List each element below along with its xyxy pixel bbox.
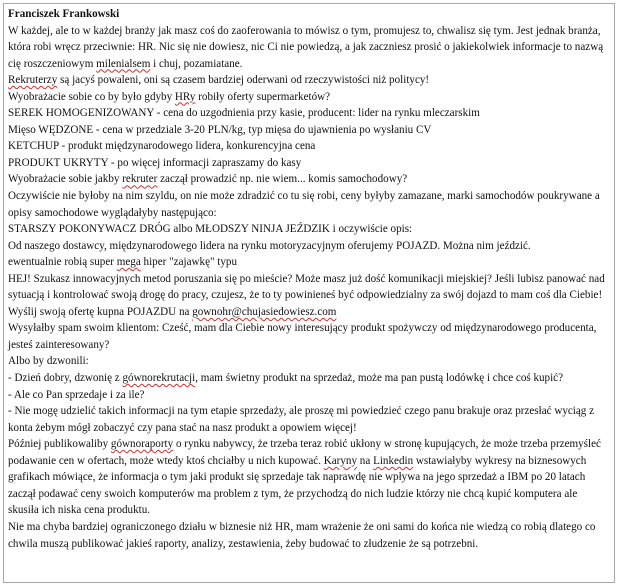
paragraph-p4 [8, 105, 608, 122]
text-run: Wyobrażacie sobie jakby [8, 173, 123, 186]
paragraph-p13 [8, 271, 608, 321]
text-run: Wyobrażacie sobie co by było gdyby [8, 90, 175, 103]
text-run: SEREK HOMOGENIZOWANY - cena do uzgodnienia przy kasie, producent: lider na rynku mleczarskim [8, 107, 480, 120]
paragraph-p10 [8, 221, 608, 238]
misspelled-word: Karyny [323, 454, 358, 467]
paragraph-p3 [8, 89, 608, 106]
document-body[interactable] [8, 6, 608, 552]
misspelled-word: Linkedin [373, 454, 414, 467]
text-run: Od naszego dostawcy, międzynarodowego lidera na rynku motoryzacyjnym oferujemy POJAZD. Można nim jeździć. [8, 239, 531, 252]
paragraph-p18 [8, 403, 608, 436]
paragraph-p9 [8, 188, 608, 221]
text-run: o rynku nabywcy, że trzeba teraz robić ukłony w stronę kupujących, że może trzeba przemyśleć podawanie cen w ofertach, może wtedy ktoś chciałby u nich kupować. [8, 438, 601, 467]
paragraph-p20 [8, 519, 608, 552]
misspelled-word: gównoraporty [110, 438, 174, 451]
paragraph-p8 [8, 171, 608, 188]
paragraph-p19 [8, 436, 608, 519]
paragraph-p17 [8, 387, 608, 404]
text-run: Nie ma chyba bardziej ograniczonego działu w biznesie niż HR, mam wrażenie że oni sami do końca nie wiedzą co robią dlatego co chwila muszą publikować jakieś raporty, analizy, zestawienia, żeby budować to złudzenie że są potrzebni. [8, 520, 596, 550]
misspelled-word: gownohr@chujasiedowiesz.com [192, 305, 337, 318]
paragraph-p15 [8, 353, 608, 370]
text-run: zaczął prowadzić np. nie wiem... komis samochodowy? [157, 173, 408, 186]
author-name: Franciszek Frankowski [8, 8, 120, 20]
paragraph-p12 [8, 254, 608, 271]
paragraph-p14 [8, 320, 608, 353]
misspelled-word: rekruter [122, 173, 158, 186]
text-run: robiły oferty supermarketów? [195, 90, 331, 103]
misspelled-word: HRy [174, 90, 196, 103]
misspelled-word: mega [116, 256, 141, 269]
text-run: Albo by dzwonili: [8, 355, 89, 368]
text-run: Oczywiście nie byłoby na nim szyldu, on nie może zdradzić co tu się robi, ceny byłyby zamazane, marki samochodów poukrywane a opisy samochodowe wyglądałyby następująco: [8, 190, 600, 219]
text-run: są jacyś powaleni, oni są czasem bardziej oderwani od rzeczywistości niż politycy! [57, 74, 430, 87]
misspelled-word: gównorekrutacji [122, 372, 196, 385]
misspelled-word: Rekruterzy [8, 74, 58, 87]
text-run: - Dzień dobry, dzwonię z [8, 372, 123, 385]
paragraph-p11 [8, 238, 608, 255]
text-run: - Nie mogę udzielić takich informacji na tym etapie sprzedaży, ale proszę mi powiedzieć czego panu brakuje oraz przesłać wyciąg z konta żebym mógł zobaczyć czy pana stać na nasz produkt a opowiem więcej! [8, 405, 595, 434]
text-run: wstawiałyby wykresy na biznesowych grafikach mówiące, że informacja o tym jaki produkt się sprzedaje tak naprawdę nie wpływa na jego sprzedaż a IBM po 20 latach zaczął podawać ceny swoich komputerów ma problem z tym, że przychodzą do nich ludzie którzy nie chcą kupić komputera ale skusiła ich niska cena produktu. [8, 454, 587, 517]
text-run: ewentualnie robią super [8, 256, 117, 269]
misspelled-word: milenialsem [96, 57, 151, 70]
paragraph-p7 [8, 155, 608, 172]
text-run: STARSZY POKONYWACZ DRÓG albo MŁODSZY NINJA JEŹDZIK i oczywiście opis: [8, 223, 413, 236]
text-run: i chuj, pozamiatane. [150, 57, 243, 70]
paragraph-p5 [8, 122, 608, 139]
text-run: HEJ! Szukasz innowacyjnych metod poruszania się po mieście? Może masz już dość komunikacji miejskiej? Jeśli lubisz panować nad sytuacją i kontrolować swoją drogę do pracy, czujesz, że to ty powinieneś być odpowiedzialny za swój dojazd to mam coś dla Ciebie! Wyślij swoją ofertę kupna POJAZDU na [8, 272, 605, 318]
paragraph-p1 [8, 23, 608, 73]
text-run: KETCHUP - produkt międzynarodowego lidera, konkurencyjna cena [8, 140, 316, 153]
text-run: hiper "zajawkę" typu [140, 256, 238, 269]
paragraph-p2 [8, 72, 608, 89]
text-run: W każdej, ale to w każdej branży jak masz coś do zaoferowania to mówisz o tym, promujesz to, chwalisz się tym. Jest jednak branża, która robi wręcz przeciwnie: HR. Nic się nie dowiesz, nic Ci nie powiedzą, a jak zaczniesz prosić o jakiekolwiek informacje to nazwą cię roszczeniowym [8, 24, 604, 70]
document-page [3, 3, 615, 583]
text-run: PRODUKT UKRYTY - po więcej informacji zapraszamy do kasy [8, 156, 302, 169]
text-run: , mam świetny produkt na sprzedaż, może ma pan pustą lodówkę i chce coś kupić? [195, 372, 564, 385]
text-run: Później publikowaliby [8, 438, 111, 451]
paragraph-p16 [8, 370, 608, 387]
text-run: na [357, 454, 374, 467]
text-run: - Ale co Pan sprzedaje i za ile? [8, 388, 145, 401]
text-run: Wysyłałby spam swoim klientom: Cześć, mam dla Ciebie nowy interesujący produkt spożywczy od międzynarodowego producenta, jesteś zainteresowany? [8, 322, 597, 351]
text-run: Mięso WĘDZONE - cena w przedziale 3-20 PLN/kg, typ mięsa do ujawnienia po wysłaniu CV [8, 123, 432, 136]
paragraph-p6 [8, 138, 608, 155]
